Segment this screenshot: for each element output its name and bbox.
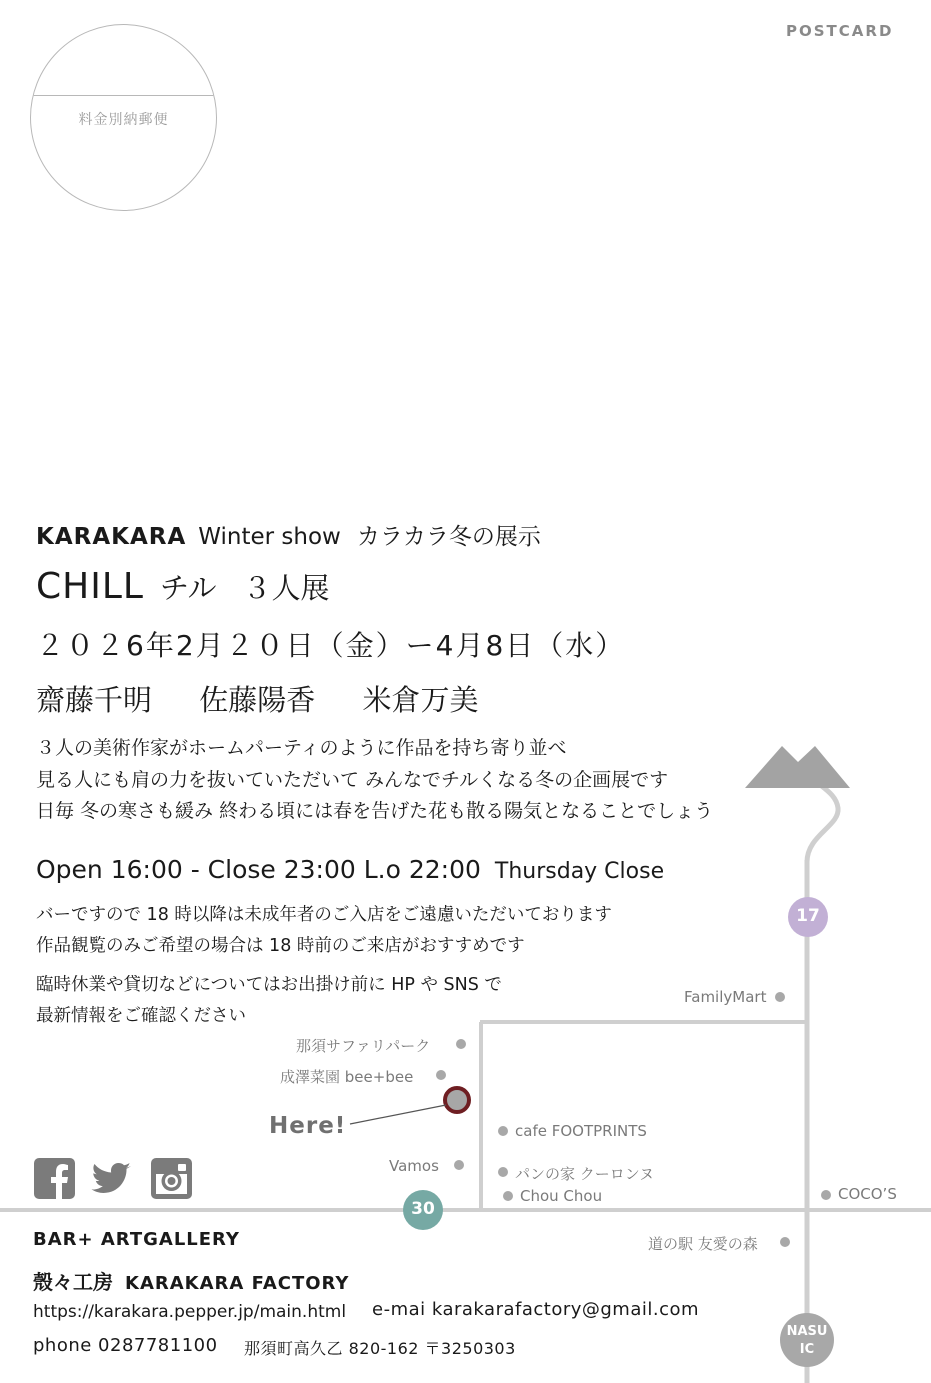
place-nasu-safari: 那須サファリパーク: [296, 1037, 431, 1055]
artist-name: 佐藤陽香: [199, 683, 316, 717]
venue-full-name: [33, 1266, 349, 1295]
event-dates: ２０２6年2月２０日（金）ー4月8日（水）: [36, 629, 626, 662]
twitter-icon[interactable]: [91, 1158, 132, 1199]
stamp-text: 料金別納郵便: [78, 112, 169, 128]
venue-name-jp: 殼々工房: [33, 1270, 113, 1294]
artist-name: 齋藤千明: [36, 683, 153, 717]
place-cocos: COCO’S: [838, 1185, 897, 1203]
place-dot: [454, 1160, 464, 1170]
place-dot: [780, 1237, 790, 1247]
place-dot: [498, 1167, 508, 1177]
place-dot: [503, 1191, 513, 1201]
nasu-ic-label: [780, 1323, 834, 1359]
place-familymart: FamilyMart: [684, 988, 767, 1006]
venue-name-en: KARAKARA FACTORY: [125, 1273, 350, 1294]
place-vamos: Vamos: [389, 1157, 439, 1175]
place-dot: [456, 1039, 466, 1049]
show-name: Winter show: [198, 524, 341, 550]
title-jp: チル: [159, 571, 217, 605]
description-line: 日毎 冬の寒さも緩み 終わる頃には春を告げた花も散る陽気となることでしょう: [36, 800, 714, 822]
artist-list: [36, 678, 478, 719]
event-headline: [36, 518, 541, 551]
place-dot: [436, 1070, 446, 1080]
artist-name: 米倉万美: [362, 683, 479, 717]
note-line: 臨時休業や貸切などについてはお出掛け前に HP や SNS で: [36, 975, 502, 995]
description-line: 見る人にも肩の力を抜いていただいて みんなでチルくなる冬の企画展です: [36, 768, 669, 791]
route-30-label: 30: [411, 1199, 435, 1219]
place-chou-chou: Chou Chou: [520, 1187, 603, 1205]
road-mountain-winding: [807, 776, 838, 862]
closure-notes: [36, 970, 502, 1032]
postcard-label: POSTCARD: [786, 22, 894, 40]
instagram-icon[interactable]: [151, 1158, 192, 1199]
note-line: バーですので 18 時以降は未成年者のご入店をご遠慮いただいております: [36, 905, 612, 925]
mountain-icon: [745, 746, 850, 788]
event-description: [36, 733, 713, 828]
bar-gallery-label: BAR+ ARTGALLERY: [33, 1229, 240, 1250]
nasu-ic-line2: IC: [799, 1342, 815, 1357]
note-line: 最新情報をご確認ください: [36, 1006, 246, 1026]
here-marker: [445, 1088, 469, 1112]
place-cafe-footprints: cafe FOOTPRINTS: [515, 1122, 647, 1140]
phone-number: phone 0287781100: [33, 1335, 218, 1356]
title-subtitle: ３人展: [242, 571, 330, 605]
website-link[interactable]: https://karakara.pepper.jp/main.html: [33, 1302, 347, 1322]
place-michi-no-eki: 道の駅 友愛の森: [648, 1235, 758, 1253]
here-label: Here!: [269, 1113, 347, 1139]
event-title: [36, 566, 330, 607]
opening-hours: [36, 855, 664, 884]
facebook-icon[interactable]: [34, 1158, 75, 1199]
here-pointer-line: [350, 1105, 446, 1124]
place-dot: [821, 1190, 831, 1200]
place-pan-no-ie: パンの家 クーロンヌ: [515, 1165, 655, 1183]
closed-day: Thursday Close: [494, 859, 665, 884]
venue-name: KARAKARA: [36, 524, 187, 550]
description-line: ３人の美術作家がホームパーティのように作品を持ち寄り並べ: [36, 737, 567, 759]
place-dot: [775, 992, 785, 1002]
route-17-label: 17: [796, 906, 820, 926]
visitor-notes: [36, 900, 612, 962]
show-name-jp: カラカラ冬の展示: [356, 524, 541, 550]
hours-text: Open 16:00 - Close 23:00 L.o 22:00: [36, 855, 481, 884]
title-en: CHILL: [36, 566, 144, 607]
note-line: 作品観覧のみご希望の場合は 18 時前のご来店がおすすめです: [36, 936, 525, 956]
place-narusawa: 成澤菜園 bee+bee: [280, 1068, 414, 1086]
address: 那須町高久乙 820-162 〒3250303: [244, 1339, 516, 1358]
place-dot: [498, 1126, 508, 1136]
email-link[interactable]: e-mai karakarafactory@gmail.com: [372, 1299, 700, 1320]
nasu-ic-line1: NASU: [786, 1324, 828, 1339]
